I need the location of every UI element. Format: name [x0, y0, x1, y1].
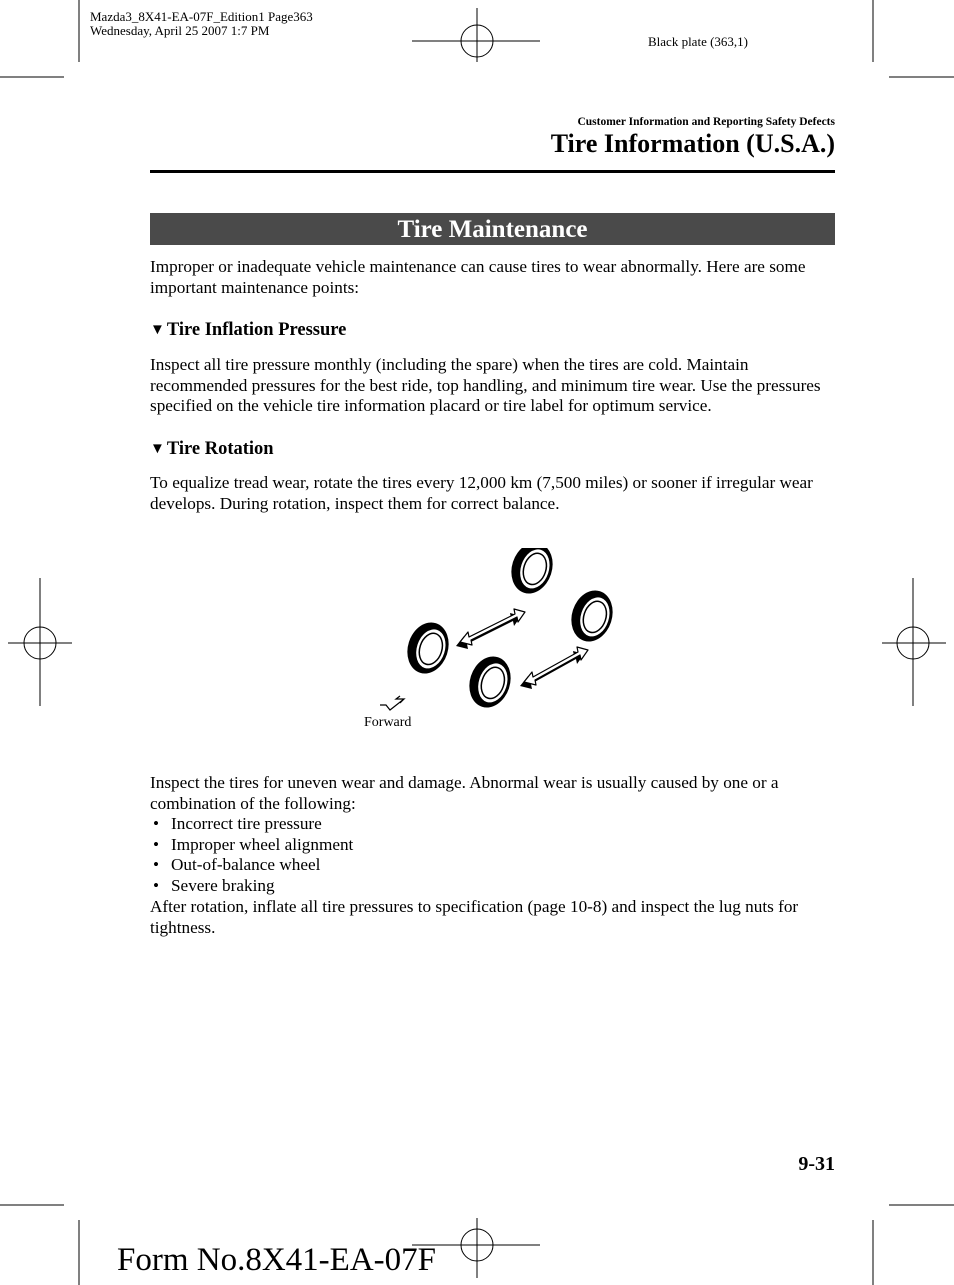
forward-label: Forward [364, 715, 412, 730]
tire-icon [505, 548, 559, 599]
after-rotation-paragraph: After rotation, inflate all tire pressures to specification (page 10-8) and inspect the lug nuts for tightness. [150, 897, 799, 937]
list-item: • Severe braking [150, 876, 840, 897]
inflation-heading [150, 320, 346, 341]
inflation-paragraph: Inspect all tire pressure monthly (including the spare) when the tires are cold. Maintain recommended pressures for the best ride, top handling, and minimum tire wear. Use the pressures specified on the vehicle tire information placard or tire label for optimum service. [150, 355, 821, 416]
topic-banner: Tire Maintenance [150, 213, 835, 245]
tire-icon [565, 585, 619, 647]
list-item: • Incorrect tire pressure [150, 814, 840, 835]
forward-arrow-icon [378, 695, 408, 713]
intro-paragraph: Improper or inadequate vehicle maintenance can cause tires to wear abnormally. Here are some important maintenance points: [150, 257, 806, 297]
page-number: 9-31 [798, 1153, 835, 1175]
chapter-title: Tire Information (U.S.A.) [550, 129, 835, 158]
file-info [90, 10, 313, 38]
rotation-heading [150, 439, 274, 460]
file-info-line1: Mazda3_8X41-EA-07F_Edition1 Page363 [90, 9, 313, 24]
tire-rotation-diagram [380, 548, 640, 718]
list-item: • Out-of-balance wheel [150, 855, 840, 876]
double-arrow-icon [456, 609, 525, 649]
header-rule [150, 170, 835, 173]
double-arrow-icon [520, 647, 588, 689]
tire-icon [401, 617, 455, 679]
wear-intro-paragraph: Inspect the tires for uneven wear and damage. Abnormal wear is usually caused by one or a combination of the following: [150, 773, 779, 813]
rotation-heading-text: Tire Rotation [166, 439, 274, 459]
list-item: • Improper wheel alignment [150, 835, 840, 856]
triangle-marker-icon: ▼ [150, 322, 165, 338]
black-plate-label: Black plate (363,1) [648, 34, 748, 49]
wear-causes-list [150, 814, 840, 896]
file-info-line2: Wednesday, April 25 2007 1:7 PM [90, 23, 270, 38]
rotation-paragraph: To equalize tread wear, rotate the tires every 12,000 km (7,500 miles) or sooner if irregular wear develops. During rotation, inspect them for correct balance. [150, 473, 813, 513]
tire-icon [463, 651, 517, 713]
form-number: Form No.8X41-EA-07F [117, 1242, 436, 1278]
section-title: Customer Information and Reporting Safety Defects [577, 116, 835, 128]
inflation-heading-text: Tire Inflation Pressure [166, 320, 347, 340]
triangle-marker-icon: ▼ [150, 441, 165, 457]
